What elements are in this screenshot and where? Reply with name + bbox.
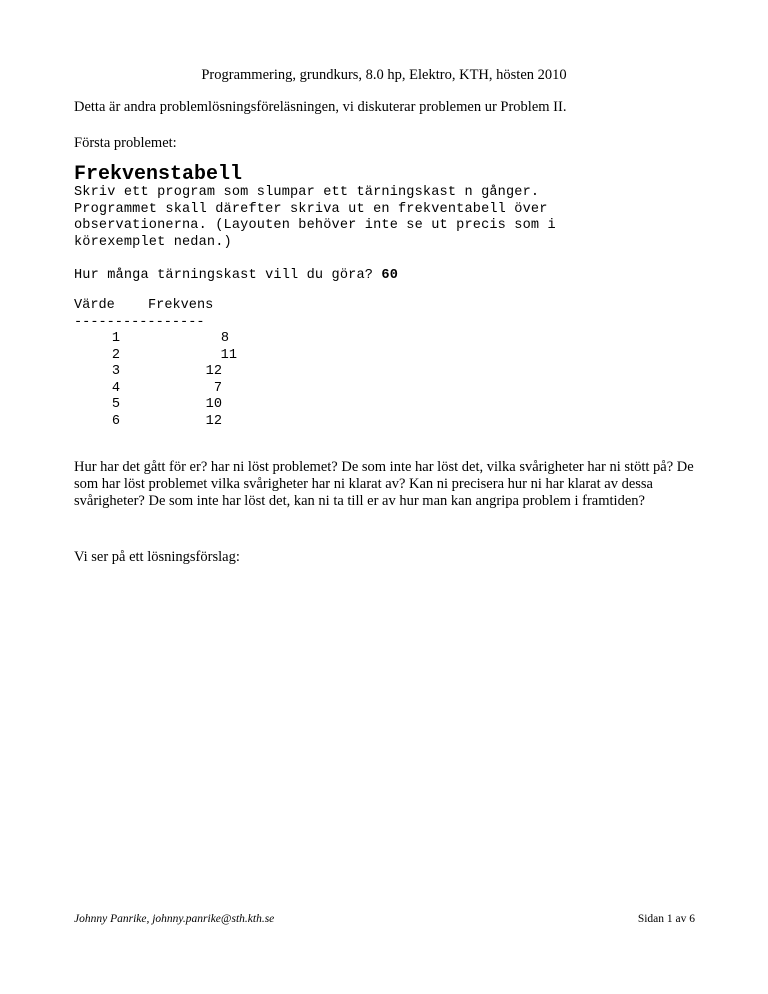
value-cell: 5 bbox=[111, 397, 120, 412]
problem-description-line: Programmet skall därefter skriva ut en frekventabell över bbox=[74, 201, 548, 217]
frequency-cell: 11 bbox=[220, 347, 237, 363]
column-header-frequency: Frekvens bbox=[148, 298, 214, 313]
frequency-cell: 12 bbox=[205, 413, 222, 429]
example-prompt bbox=[74, 265, 398, 285]
problem-description-line: Skriv ett program som slumpar ett tärningskast n gånger. bbox=[74, 185, 540, 200]
solution-intro: Vi ser på ett lösningsförslag: bbox=[74, 549, 240, 565]
value-cell: 6 bbox=[111, 413, 120, 429]
divider-line: ---------------- bbox=[74, 314, 205, 330]
prompt-text: Hur många tärningskast vill du göra? bbox=[74, 268, 382, 283]
problem-description-line: observationerna. (Layouten behöver inte se ut precis som i bbox=[74, 218, 556, 233]
value-cell: 4 bbox=[111, 380, 120, 396]
value-cell: 3 bbox=[111, 364, 120, 379]
problem-description-line: körexemplet nedan.) bbox=[74, 234, 232, 250]
value-cell: 1 bbox=[111, 331, 120, 346]
prompt-answer: 60 bbox=[381, 268, 399, 283]
page-header: Programmering, grundkurs, 8.0 hp, Elektro, KTH, hösten 2010 bbox=[201, 67, 567, 83]
frequency-cell: 10 bbox=[205, 397, 222, 412]
footer-author: Johnny Panrike, johnny.panrike@sth.kth.se bbox=[74, 913, 275, 925]
frequency-cell: 7 bbox=[213, 380, 222, 396]
intro-paragraph: Detta är andra problemlösningsföreläsningen, vi diskuterar problemen ur Problem II. bbox=[74, 99, 567, 115]
discussion-paragraph: Hur har det gått för er? har ni löst problemet? De som inte har löst det, vilka svårigheter har ni stött på? De som har löst problemet vilka svårigheter har ni klarat av? Kan ni precisera hur ni har klarat av dessa svårigheter? De som inte har löst det, kan ni ta till er av hur man kan angripa problem i framtiden? bbox=[74, 459, 694, 509]
first-problem-label: Första problemet: bbox=[74, 135, 177, 151]
footer-page-number: Sidan 1 av 6 bbox=[637, 913, 695, 925]
column-header-value: Värde bbox=[74, 298, 115, 313]
value-cell: 2 bbox=[111, 347, 120, 363]
frequency-cell: 12 bbox=[205, 364, 222, 379]
frequency-cell: 8 bbox=[220, 331, 229, 346]
problem-description bbox=[74, 185, 556, 251]
problem-title: Frekvenstabell bbox=[74, 163, 243, 186]
